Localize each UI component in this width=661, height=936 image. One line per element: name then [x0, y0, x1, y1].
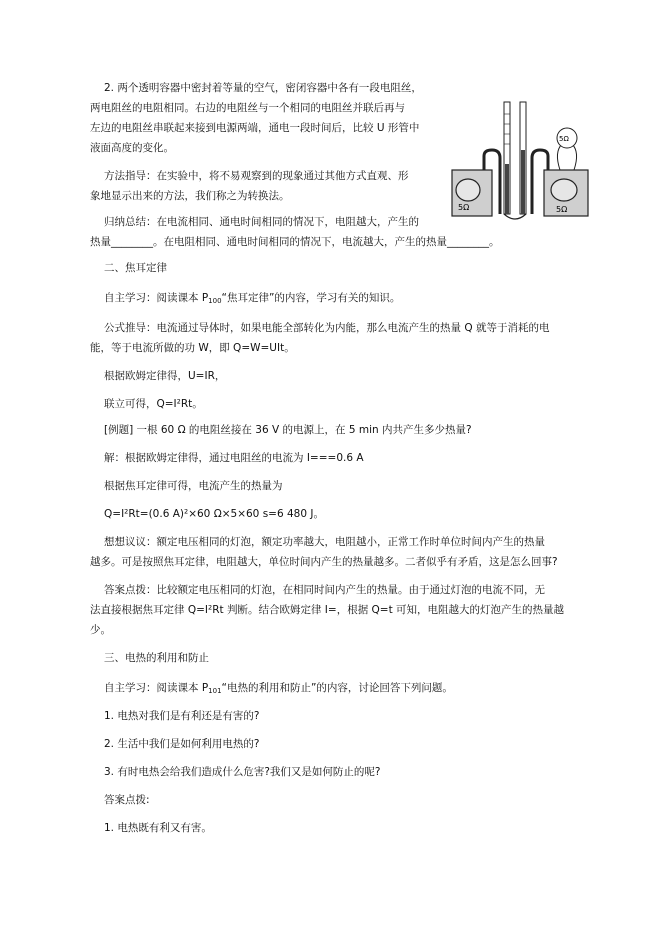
formula-line-2: 能，等于电流所做的功 W，即 Q=W=UIt。	[90, 342, 295, 354]
question-1: 1. 电热对我们是有利还是有害的?	[104, 710, 260, 722]
section-3-heading: 三、电热的利用和防止	[104, 652, 209, 664]
think-line-1: 想想议议：额定电压相同的灯泡，额定功率越大，电阻越小，正常工作时单位时间内产生的热量	[104, 536, 545, 548]
answer-2-item-1: 1. 电热既有利又有害。	[104, 822, 212, 834]
formula-line-1: 公式推导：电流通过导体时，如果电能全部转化为内能，那么电流产生的热量 Q 就等于消耗的电	[104, 322, 550, 334]
paragraph-1-line-1: 2. 两个透明容器中密封着等量的空气，密闭容器中各有一段电阻丝，	[104, 82, 422, 94]
section-2-heading: 二、焦耳定律	[104, 262, 167, 274]
left-resistor-label: 5Ω	[458, 203, 470, 212]
paragraph-1-line-3: 左边的电阻丝串联起来接到电源两端，通电一段时间后，比较 U 形管中	[90, 122, 420, 134]
think-line-2: 越多。可是按照焦耳定律，电阻越大，单位时间内产生的热量越多。二者似乎有矛盾，这是怎么回事?	[90, 556, 558, 568]
example-question: [例题] 一根 60 Ω 的电阻丝接在 36 V 的电源上，在 5 min 内共产生多少热量?	[104, 424, 472, 436]
method-line-2: 象地显示出来的方法，我们称之为转换法。	[90, 190, 290, 202]
summary-line-2: 热量________。在电阻相同、通电时间相同的情况下，电流越大，产生的热量________。	[90, 236, 500, 248]
combine-line: 联立可得，Q=I²Rt。	[104, 398, 203, 410]
answer-1-line-3: 少。	[90, 624, 111, 636]
answer-1-line-1: 答案点拨：比较额定电压相同的灯泡，在相同时间内产生的热量。由于通过灯泡的电流不同，无	[104, 584, 545, 596]
paragraph-1-line-4: 液面高度的变化。	[90, 142, 174, 154]
self-study-1: 自主学习：阅读课本 $P_{100}“$焦耳定律”的内容，学习有关的知识。	[104, 292, 401, 305]
self-study-2: 自主学习：阅读课本 $P_{101}“$电热的利用和防止”的内容，讨论回答下列问题。	[104, 682, 453, 695]
ohm-law-line: 根据欧姆定律得，U=IR，	[104, 370, 226, 382]
answer-1-line-2: 法直接根据焦耳定律 Q=I²Rt 判断。结合欧姆定律 I=，根据 Q=t 可知，电阻越大的灯泡产生的热量越	[90, 604, 565, 616]
experiment-figure	[448, 94, 596, 224]
right-resistor-label: 5Ω	[556, 205, 568, 214]
paragraph-1-line-2: 两电阻丝的电阻相同。右边的电阻丝与一个相同的电阻丝并联后再与	[90, 102, 405, 114]
method-line-1: 方法指导：在实验中，将不易观察到的现象通过其他方式直观、形	[104, 170, 409, 182]
example-solution-3: Q=I²Rt=(0.6 A)²×60 Ω×5×60 s=6 480 J。	[104, 508, 324, 520]
question-3: 3. 有时电热会给我们造成什么危害?我们又是如何防止的呢?	[104, 766, 381, 778]
top-resistor-label: 5Ω	[559, 135, 569, 143]
summary-line-1: 归纳总结：在电流相同、通电时间相同的情况下，电阻越大，产生的	[104, 216, 419, 228]
example-solution-2: 根据焦耳定律可得，电流产生的热量为	[104, 480, 283, 492]
example-solution-1: 解：根据欧姆定律得，通过电阻丝的电流为 I===0.6 A	[104, 452, 364, 464]
question-2: 2. 生活中我们是如何利用电热的?	[104, 738, 260, 750]
answer-2-heading: 答案点拨:	[104, 794, 150, 806]
